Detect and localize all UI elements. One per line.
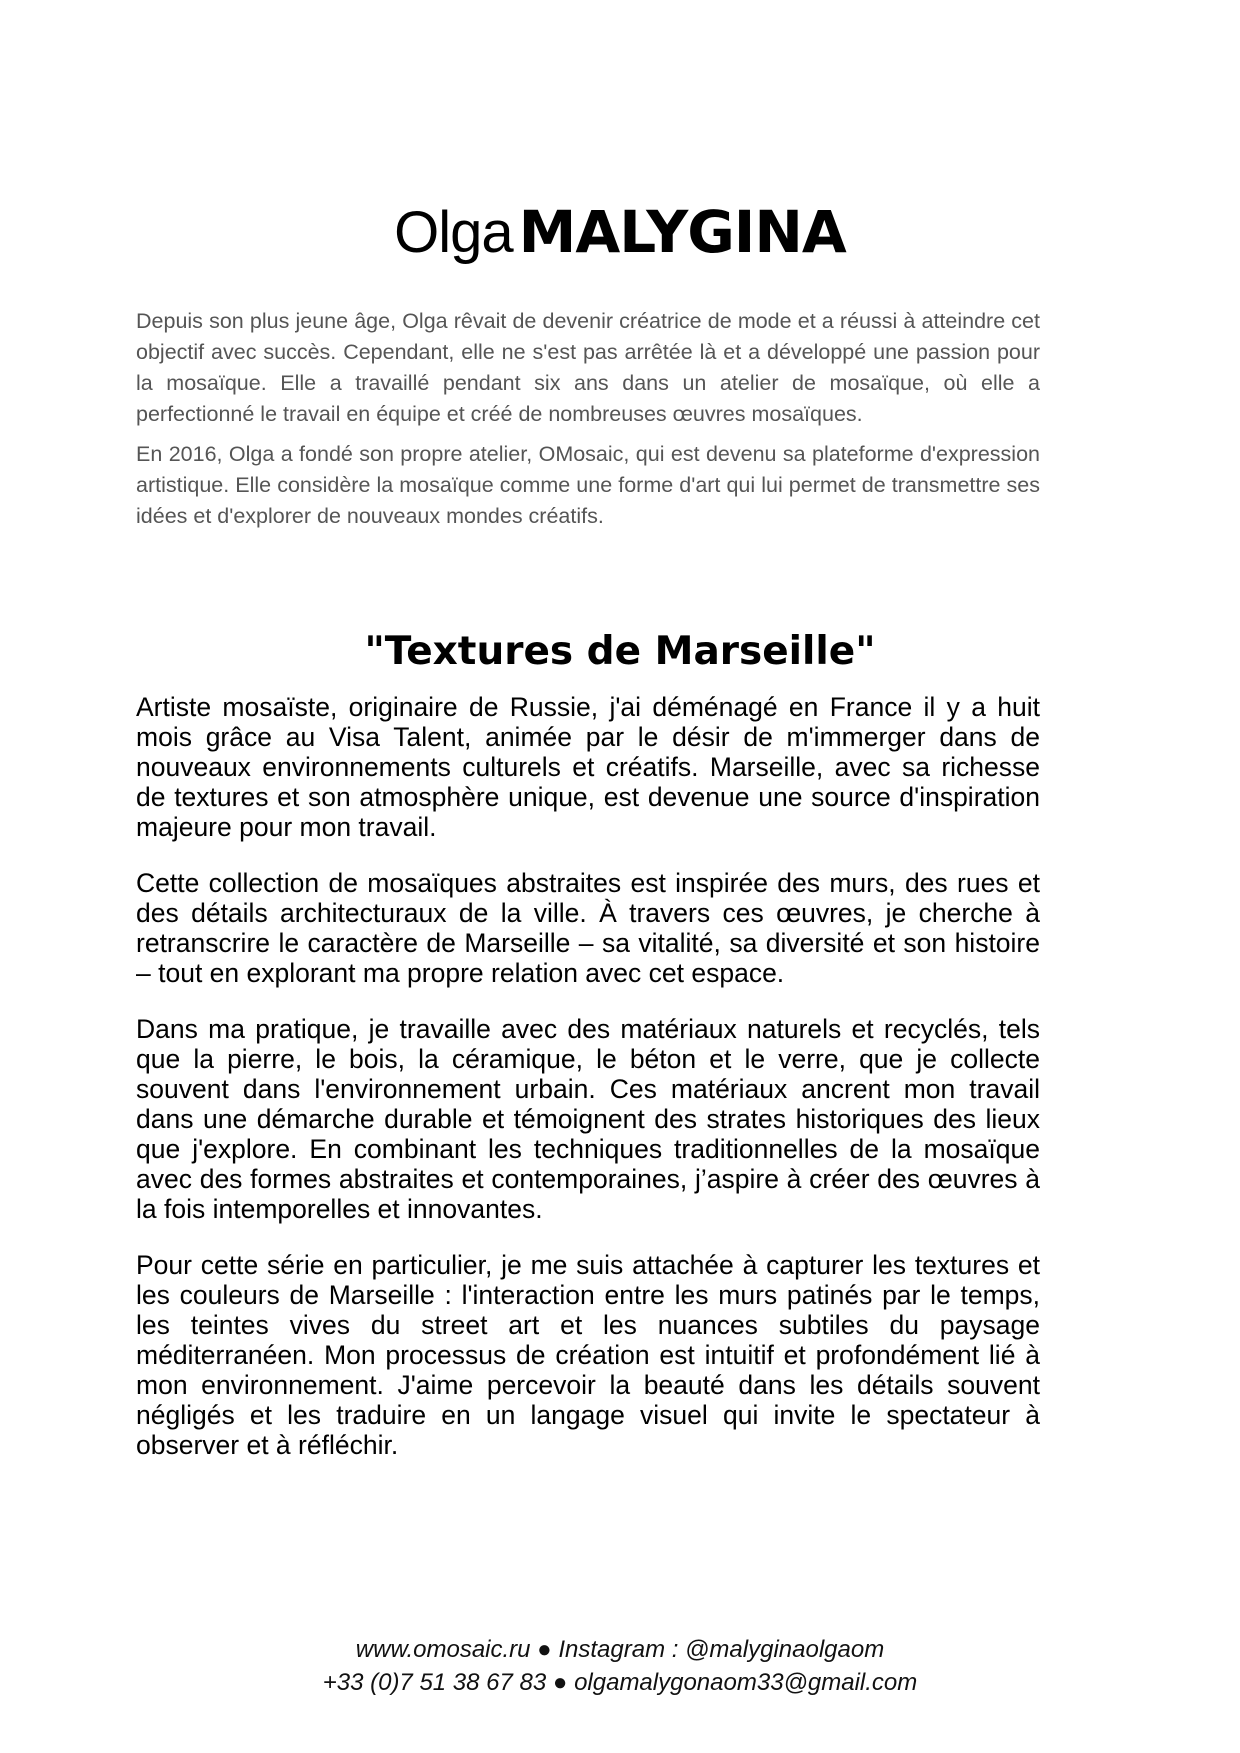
statement-title: "Textures de Marseille" (364, 629, 876, 674)
statement-paragraph: Artiste mosaïste, originaire de Russie, j'ai déménagé en France il y a huit mois grâce au Visa Talent, animée par le désir de m'immerger dans de nouveaux environnements culturels et créatifs. Marseille, avec sa richesse de textures et son atmosphère unique, est devenue une source d'inspiration majeure pour mon travail. (136, 692, 1040, 842)
statement-paragraph: Pour cette série en particulier, je me suis attachée à capturer les textures et les couleurs de Marseille : l'interaction entre les murs patinés par le temps, les teintes vives du street art et les nuances subtiles du paysage méditerranéen. Mon processus de création est intuitif et profondément lié à mon environnement. J'aime percevoir la beauté dans les détails souvent négligés et les traduire en un langage visuel qui invite le spectateur à observer et à réfléchir. (136, 1250, 1040, 1460)
artist-biography (136, 306, 1040, 541)
contact-footer (0, 1633, 1240, 1699)
artist-last-name: MALYGINA (518, 198, 846, 266)
bio-paragraph: En 2016, Olga a fondé son propre atelier, OMosaic, qui est devenu sa plateforme d'expression artistique. Elle considère la mosaïque comme une forme d'art qui lui permet de transmettre ses idées et d'explorer de nouveaux mondes créatifs. (136, 442, 1040, 528)
artist-name-header (0, 198, 1240, 266)
contact-web-instagram: www.omosaic.ru ● Instagram : @malyginaolgaom (355, 1636, 885, 1663)
artist-statement (136, 692, 1040, 1486)
contact-phone-email: +33 (0)7 51 38 67 83 ● olgamalygonaom33@gmail.com (322, 1669, 918, 1696)
statement-paragraph: Cette collection de mosaïques abstraites est inspirée des murs, des rues et des détails architecturaux de la ville. À travers ces œuvres, je cherche à retranscrire le caractère de Marseille – sa vitalité, sa diversité et son histoire – tout en explorant ma propre relation avec cet espace. (136, 868, 1040, 988)
statement-paragraph: Dans ma pratique, je travaille avec des matériaux naturels et recyclés, tels que la pierre, le bois, la céramique, le béton et le verre, que je collecte souvent dans l'environnement urbain. Ces matériaux ancrent mon travail dans une démarche durable et témoignent des strates historiques des lieux que j'explore. En combinant les techniques traditionnelles de la mosaïque avec des formes abstraites et contemporaines, j’aspire à créer des œuvres à la fois intemporelles et innovantes. (136, 1014, 1040, 1224)
bio-paragraph: Depuis son plus jeune âge, Olga rêvait de devenir créatrice de mode et a réussi à atteindre cet objectif avec succès. Cependant, elle ne s'est pas arrêtée là et a développé une passion pour la mosaïque. Elle a travaillé pendant six ans dans un atelier de mosaïque, où elle a perfectionné le travail en équipe et créé de nombreuses œuvres mosaïques. (136, 309, 1040, 426)
artist-first-name: Olga (394, 200, 513, 265)
